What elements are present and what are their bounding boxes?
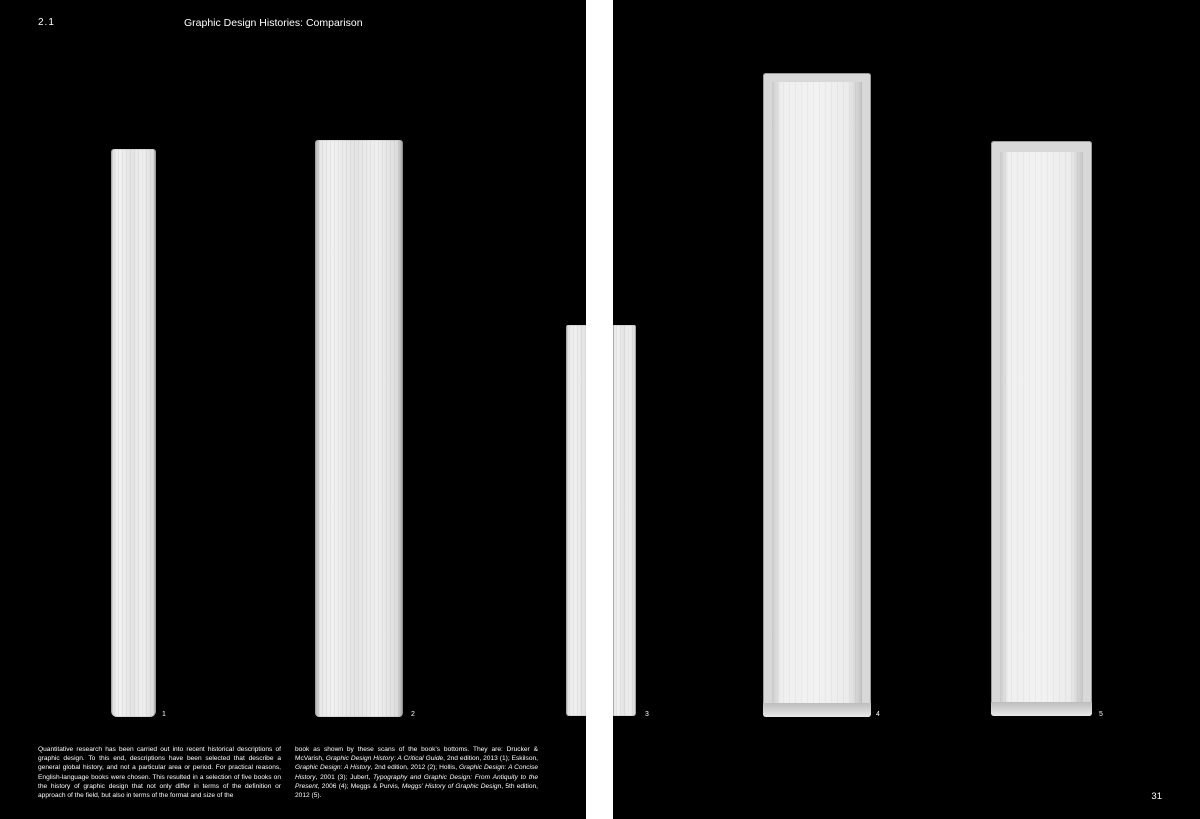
body-text-column-2 <box>295 745 538 800</box>
book-scan-1 <box>111 149 156 717</box>
reference-title-4: Typography and Graphic Design: From Antiquity to the Present <box>295 773 538 790</box>
body-intro: book as shown by these scans of the book’s bottoms. They are: Drucker & McVarish, <box>295 746 538 763</box>
book-label-4: 4 <box>876 711 880 718</box>
book-label-5: 5 <box>1099 711 1103 718</box>
reference-detail-5: , 5th edition, 2012 (5). <box>295 782 538 800</box>
book-label-3: 3 <box>645 711 649 718</box>
book-scan-3-left <box>566 325 586 716</box>
book-label-1: 1 <box>162 711 166 718</box>
book-scan-3-right <box>613 325 636 716</box>
section-title: Graphic Design Histories: Comparison <box>184 17 363 29</box>
left-page <box>0 0 586 819</box>
page-gutter <box>586 0 613 819</box>
reference-title-3: Graphic Design: A Concise History <box>295 764 538 781</box>
reference-detail-3: , 2001 (3); Jubert, <box>315 773 373 781</box>
body-text-column-1: Quantitative research has been carried out into recent historical descriptions of graphic design. To this end, descriptions have been selected that describe a general global history, and not a particular area or period. For practical reasons, English-language books were chosen. This resulted in a selection of five books on the history of graphic design that not only differ in terms of the definition or approach of the field, but also in terms of the format and size of the <box>38 746 281 800</box>
section-number: 2.1 <box>38 17 55 28</box>
reference-title-2: Graphic Design: A History <box>295 764 371 772</box>
reference-detail-1: , 2nd edition, 2013 (1); Eskilson, <box>443 755 538 763</box>
page-number: 31 <box>1151 791 1162 802</box>
reference-detail-4: , 2006 (4); Meggs & Purvis, <box>317 782 402 790</box>
book-scan-2 <box>315 140 403 717</box>
book-scan-4 <box>763 73 871 717</box>
book-label-2: 2 <box>411 711 415 718</box>
book-scan-5 <box>991 141 1092 716</box>
reference-detail-2: , 2nd edition, 2012 (2); Hollis, <box>370 764 459 772</box>
reference-title-1: Graphic Design History: A Critical Guide <box>325 755 444 763</box>
right-page <box>613 0 1200 819</box>
reference-title-5: Meggs’ History of Graphic Design <box>401 782 502 790</box>
